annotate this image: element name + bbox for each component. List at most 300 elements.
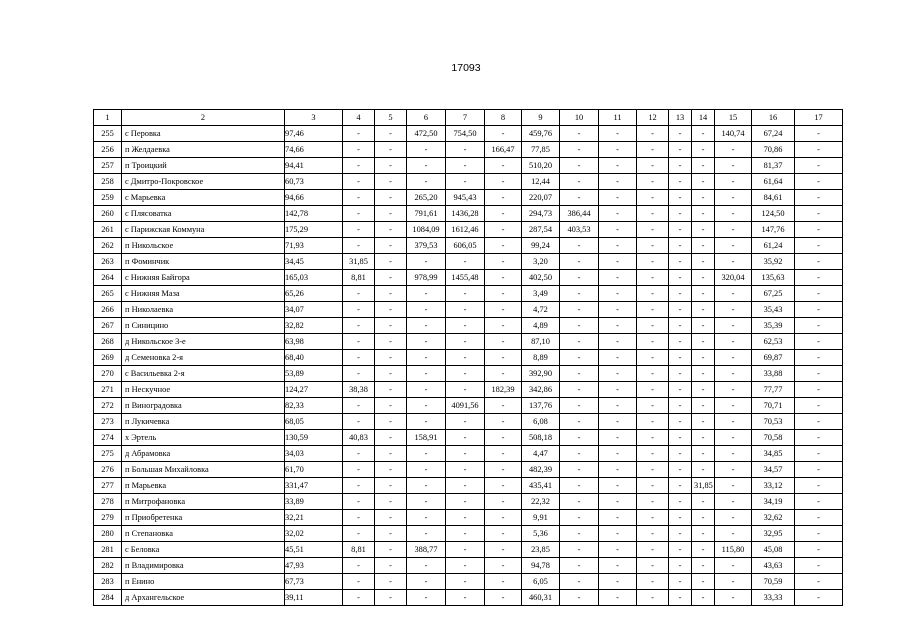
table-cell: - [375, 430, 407, 446]
table-cell: - [669, 510, 692, 526]
settlement-name: п Фоминчик [122, 254, 285, 270]
table-cell: - [485, 478, 522, 494]
settlement-name: п Троицкий [122, 158, 285, 174]
table-cell: - [485, 206, 522, 222]
table-cell: 158,91 [407, 430, 446, 446]
table-cell: - [795, 414, 843, 430]
table-cell: - [599, 302, 637, 318]
table-cell: - [715, 302, 752, 318]
table-cell: 53,89 [285, 366, 343, 382]
table-cell: - [343, 190, 375, 206]
row-number: 258 [94, 174, 122, 190]
table-cell: - [446, 174, 485, 190]
table-cell: 945,43 [446, 190, 485, 206]
table-cell: - [343, 510, 375, 526]
table-cell: 63,98 [285, 334, 343, 350]
table-cell: - [485, 398, 522, 414]
table-cell: - [637, 478, 669, 494]
table-cell: - [715, 430, 752, 446]
table-cell: - [485, 286, 522, 302]
table-cell: - [715, 142, 752, 158]
table-cell: - [560, 574, 599, 590]
table-cell: - [446, 510, 485, 526]
table-cell: - [343, 126, 375, 142]
table-cell: 140,74 [715, 126, 752, 142]
table-cell: - [795, 206, 843, 222]
table-cell: 94,41 [285, 158, 343, 174]
table-cell: - [669, 414, 692, 430]
table-cell: - [715, 190, 752, 206]
table-cell: 68,05 [285, 414, 343, 430]
row-number: 275 [94, 446, 122, 462]
table-cell: - [560, 414, 599, 430]
table-cell: - [637, 366, 669, 382]
table-cell: - [795, 286, 843, 302]
table-cell: - [599, 462, 637, 478]
table-row [94, 494, 843, 510]
table-cell: - [343, 558, 375, 574]
table-row [94, 542, 843, 558]
table-cell: - [407, 462, 446, 478]
table-cell: - [669, 334, 692, 350]
table-cell: - [599, 206, 637, 222]
table-cell: - [375, 126, 407, 142]
table-cell: 508,18 [522, 430, 560, 446]
settlement-name: с Васильевка 2-я [122, 366, 285, 382]
table-cell: - [599, 398, 637, 414]
table-row [94, 590, 843, 606]
table-cell: 3,49 [522, 286, 560, 302]
table-cell: - [343, 350, 375, 366]
table-cell: - [637, 334, 669, 350]
table-cell: - [669, 222, 692, 238]
table-cell: - [692, 206, 715, 222]
table-cell: - [375, 526, 407, 542]
table-cell: - [599, 222, 637, 238]
table-cell: - [375, 590, 407, 606]
table-cell: - [343, 174, 375, 190]
table-cell: 460,31 [522, 590, 560, 606]
table-cell: 60,73 [285, 174, 343, 190]
table-cell: - [343, 526, 375, 542]
table-cell: - [375, 350, 407, 366]
table-row [94, 334, 843, 350]
table-cell: - [560, 254, 599, 270]
table-cell: 70,53 [752, 414, 795, 430]
table-cell: - [599, 270, 637, 286]
table-cell: - [599, 334, 637, 350]
table-cell: 35,43 [752, 302, 795, 318]
table-cell: - [692, 510, 715, 526]
table-cell: - [637, 558, 669, 574]
table-cell: - [375, 302, 407, 318]
table-cell: 77,77 [752, 382, 795, 398]
table-cell: - [692, 270, 715, 286]
table-cell: - [560, 318, 599, 334]
table-cell: - [599, 542, 637, 558]
table-cell: - [560, 558, 599, 574]
table-cell: 35,39 [752, 318, 795, 334]
table-cell: - [599, 174, 637, 190]
table-cell: 32,62 [752, 510, 795, 526]
row-number: 276 [94, 462, 122, 478]
table-cell: - [599, 142, 637, 158]
table-cell: - [375, 334, 407, 350]
table-row [94, 558, 843, 574]
table-row [94, 318, 843, 334]
settlement-name: х Эртель [122, 430, 285, 446]
page-number: 17093 [451, 62, 481, 74]
table-cell: - [446, 334, 485, 350]
table-cell: 71,93 [285, 238, 343, 254]
table-cell: - [795, 238, 843, 254]
table-cell: - [560, 190, 599, 206]
table-cell: - [669, 350, 692, 366]
table-cell: 31,85 [343, 254, 375, 270]
table-cell: - [669, 478, 692, 494]
table-cell: - [795, 398, 843, 414]
table-cell: 97,46 [285, 126, 343, 142]
table-cell: 320,04 [715, 270, 752, 286]
table-cell: - [485, 510, 522, 526]
table-cell: - [637, 174, 669, 190]
table-cell: 45,51 [285, 542, 343, 558]
table-cell: - [669, 526, 692, 542]
column-header: 7 [446, 110, 485, 126]
table-cell: - [692, 350, 715, 366]
table-cell: - [446, 446, 485, 462]
table-cell: - [637, 302, 669, 318]
row-number: 282 [94, 558, 122, 574]
table-cell: - [795, 126, 843, 142]
table-cell: - [485, 542, 522, 558]
settlement-name: п Нескучное [122, 382, 285, 398]
column-header: 3 [285, 110, 343, 126]
table-cell: - [560, 430, 599, 446]
table-cell: 342,86 [522, 382, 560, 398]
table-cell: - [560, 542, 599, 558]
table-cell: - [715, 478, 752, 494]
settlement-name: п Никольское [122, 238, 285, 254]
row-number: 279 [94, 510, 122, 526]
table-cell: - [485, 222, 522, 238]
table-cell: 124,50 [752, 206, 795, 222]
table-cell: - [692, 318, 715, 334]
table-cell: - [637, 206, 669, 222]
table-cell: - [795, 462, 843, 478]
table-cell: - [715, 174, 752, 190]
table-cell: 791,61 [407, 206, 446, 222]
table-cell: - [795, 590, 843, 606]
settlement-name: п Лукичевка [122, 414, 285, 430]
table-cell: - [692, 414, 715, 430]
row-number: 278 [94, 494, 122, 510]
table-cell: - [375, 270, 407, 286]
table-cell: - [446, 158, 485, 174]
table-cell: - [715, 382, 752, 398]
table-cell: - [692, 574, 715, 590]
table-cell: - [407, 446, 446, 462]
row-number: 272 [94, 398, 122, 414]
table-cell: - [669, 494, 692, 510]
table-cell: 34,57 [752, 462, 795, 478]
table-cell: - [375, 494, 407, 510]
table-cell: - [692, 398, 715, 414]
table-cell: 32,02 [285, 526, 343, 542]
table-row [94, 446, 843, 462]
table-cell: - [343, 446, 375, 462]
settlement-name: с Дмитро-Покровское [122, 174, 285, 190]
table-cell: - [343, 590, 375, 606]
table-cell: 40,83 [343, 430, 375, 446]
table-cell: - [343, 142, 375, 158]
table-cell: - [795, 174, 843, 190]
table-cell: - [375, 462, 407, 478]
table-cell: 31,85 [692, 478, 715, 494]
table-cell: - [343, 414, 375, 430]
table-cell: - [446, 366, 485, 382]
table-cell: - [560, 382, 599, 398]
table-cell: 403,53 [560, 222, 599, 238]
table-cell: 33,89 [285, 494, 343, 510]
table-cell: 379,53 [407, 238, 446, 254]
column-header: 11 [599, 110, 637, 126]
table-cell: - [692, 590, 715, 606]
table-cell: - [692, 126, 715, 142]
table-cell: - [715, 158, 752, 174]
table-cell: 265,20 [407, 190, 446, 206]
table-cell: 69,87 [752, 350, 795, 366]
column-header: 16 [752, 110, 795, 126]
table-cell: - [446, 142, 485, 158]
row-number: 261 [94, 222, 122, 238]
table-cell: - [669, 446, 692, 462]
table-cell: - [599, 558, 637, 574]
settlement-name: с Нижняя Байгора [122, 270, 285, 286]
table-cell: 33,88 [752, 366, 795, 382]
settlement-name: п Марьевка [122, 478, 285, 494]
settlement-name: п Степановка [122, 526, 285, 542]
table-cell: 182,39 [485, 382, 522, 398]
table-cell: 6,05 [522, 574, 560, 590]
settlement-name: п Желдаевка [122, 142, 285, 158]
table-cell: - [343, 462, 375, 478]
table-cell: - [637, 222, 669, 238]
table-cell: 8,81 [343, 270, 375, 286]
settlement-name: п Приобретенка [122, 510, 285, 526]
table-cell: - [375, 382, 407, 398]
table-cell: 130,59 [285, 430, 343, 446]
table-cell: - [637, 286, 669, 302]
table-cell: - [715, 494, 752, 510]
table-cell: - [599, 238, 637, 254]
table-cell: 435,41 [522, 478, 560, 494]
table-cell: - [485, 414, 522, 430]
table-row [94, 126, 843, 142]
table-cell: - [485, 494, 522, 510]
table-cell: 82,33 [285, 398, 343, 414]
row-number: 263 [94, 254, 122, 270]
table-cell: - [715, 334, 752, 350]
table-cell: 331,47 [285, 478, 343, 494]
row-number: 270 [94, 366, 122, 382]
table-cell: - [485, 174, 522, 190]
table-cell: 472,50 [407, 126, 446, 142]
table-cell: - [715, 558, 752, 574]
table-cell: 459,76 [522, 126, 560, 142]
table-cell: 34,45 [285, 254, 343, 270]
table-cell: 94,66 [285, 190, 343, 206]
table-cell: - [446, 382, 485, 398]
table-cell: - [375, 318, 407, 334]
table-cell: - [485, 350, 522, 366]
table-cell: - [692, 158, 715, 174]
table-cell: - [692, 366, 715, 382]
table-cell: - [715, 318, 752, 334]
table-cell: - [715, 574, 752, 590]
settlement-name: д Никольское 3-е [122, 334, 285, 350]
table-cell: - [692, 254, 715, 270]
table-cell: - [375, 478, 407, 494]
table-cell: 47,93 [285, 558, 343, 574]
table-cell: - [599, 382, 637, 398]
table-cell: - [599, 510, 637, 526]
table-cell: 6,08 [522, 414, 560, 430]
settlement-name: п Виноградовка [122, 398, 285, 414]
row-number: 271 [94, 382, 122, 398]
table-cell: 87,10 [522, 334, 560, 350]
table-cell: - [692, 494, 715, 510]
table-cell: - [669, 142, 692, 158]
table-cell: - [446, 542, 485, 558]
row-number: 256 [94, 142, 122, 158]
settlement-name: д Абрамовка [122, 446, 285, 462]
table-cell: 67,25 [752, 286, 795, 302]
table-cell: 70,58 [752, 430, 795, 446]
table-cell: - [715, 414, 752, 430]
table-cell: 4,47 [522, 446, 560, 462]
row-number: 284 [94, 590, 122, 606]
table-cell: - [485, 334, 522, 350]
table-cell: - [692, 526, 715, 542]
table-cell: - [715, 398, 752, 414]
row-number: 269 [94, 350, 122, 366]
settlement-name: с Нижняя Мазa [122, 286, 285, 302]
row-number: 265 [94, 286, 122, 302]
table-cell: 77,85 [522, 142, 560, 158]
column-header: 8 [485, 110, 522, 126]
table-cell: - [446, 558, 485, 574]
table-cell: 4091,56 [446, 398, 485, 414]
table-cell: 35,92 [752, 254, 795, 270]
table-cell: - [343, 494, 375, 510]
table-cell: - [692, 542, 715, 558]
table-cell: - [669, 190, 692, 206]
table-cell: - [343, 334, 375, 350]
table-row [94, 574, 843, 590]
table-cell: - [560, 398, 599, 414]
table-cell: - [637, 462, 669, 478]
table-cell: - [715, 510, 752, 526]
settlement-name: п Большая Михайловка [122, 462, 285, 478]
table-cell: - [375, 366, 407, 382]
table-cell: 124,27 [285, 382, 343, 398]
table-cell: - [669, 302, 692, 318]
header-row [94, 110, 843, 126]
table-cell: 67,24 [752, 126, 795, 142]
table-cell: - [407, 286, 446, 302]
table-cell: - [692, 238, 715, 254]
column-header: 14 [692, 110, 715, 126]
table-cell: 99,24 [522, 238, 560, 254]
table-cell: - [715, 238, 752, 254]
row-number: 262 [94, 238, 122, 254]
table-cell: - [637, 142, 669, 158]
settlement-name: д Архангельское [122, 590, 285, 606]
table-cell: - [637, 238, 669, 254]
table-cell: - [485, 366, 522, 382]
table-cell: - [715, 350, 752, 366]
table-cell: - [795, 190, 843, 206]
table-cell: 1084,09 [407, 222, 446, 238]
table-cell: - [446, 462, 485, 478]
table-cell: - [375, 398, 407, 414]
table-cell: 23,85 [522, 542, 560, 558]
table-cell: 8,89 [522, 350, 560, 366]
table-cell: - [485, 190, 522, 206]
table-cell: - [446, 574, 485, 590]
table-cell: - [485, 158, 522, 174]
table-cell: - [715, 526, 752, 542]
table-cell: - [375, 414, 407, 430]
table-row [94, 462, 843, 478]
table-cell: - [560, 478, 599, 494]
table-cell: - [637, 270, 669, 286]
row-number: 267 [94, 318, 122, 334]
table-cell: - [715, 206, 752, 222]
table-cell: - [637, 254, 669, 270]
table-cell: 4,89 [522, 318, 560, 334]
table-cell: - [637, 382, 669, 398]
table-cell: - [669, 238, 692, 254]
table-row [94, 174, 843, 190]
table-cell: - [795, 334, 843, 350]
table-cell: - [485, 558, 522, 574]
table-cell: 5,36 [522, 526, 560, 542]
table-cell: - [692, 286, 715, 302]
table-cell: - [446, 302, 485, 318]
table-cell: - [560, 462, 599, 478]
table-cell: - [560, 590, 599, 606]
table-cell: - [637, 398, 669, 414]
table-cell: - [599, 318, 637, 334]
table-cell: - [637, 126, 669, 142]
table-cell: - [375, 446, 407, 462]
column-header: 9 [522, 110, 560, 126]
table-cell: - [599, 526, 637, 542]
table-cell: 287,54 [522, 222, 560, 238]
table-cell: 65,26 [285, 286, 343, 302]
table-cell: - [637, 190, 669, 206]
row-number: 273 [94, 414, 122, 430]
row-number: 264 [94, 270, 122, 286]
table-cell: 388,77 [407, 542, 446, 558]
table-cell: - [485, 574, 522, 590]
table-cell: 1436,28 [446, 206, 485, 222]
table-cell: - [669, 574, 692, 590]
table-cell: - [485, 254, 522, 270]
table-cell: 39,11 [285, 590, 343, 606]
